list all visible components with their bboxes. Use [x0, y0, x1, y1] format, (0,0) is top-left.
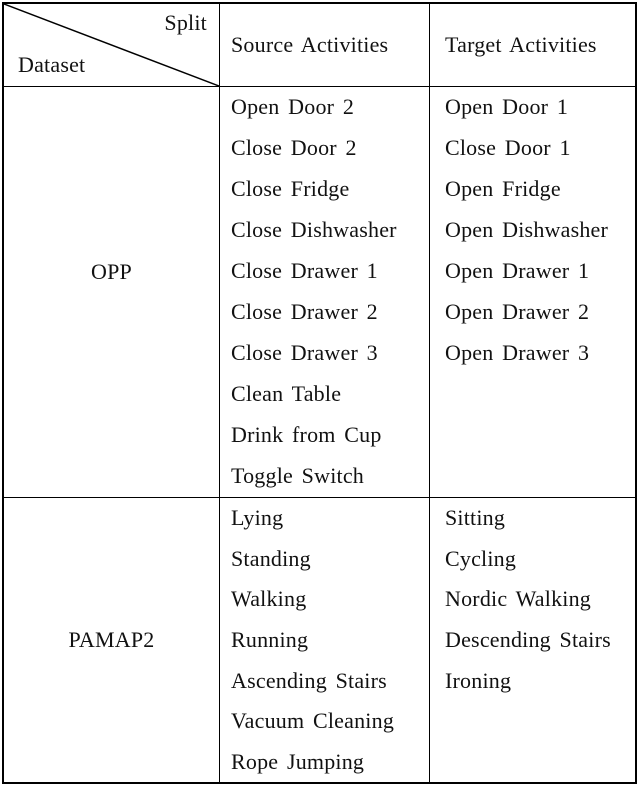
header-row [4, 4, 635, 87]
activity-item: Open Fridge [445, 176, 561, 202]
activity-item: Drink from Cup [231, 421, 382, 447]
column-header-target-activities [429, 4, 635, 86]
activities-split-table [2, 2, 637, 784]
dataset-label-opp: OPP [91, 258, 132, 284]
activity-item: Nordic Walking [445, 586, 591, 612]
activity-item: Close Drawer 2 [231, 299, 378, 325]
activity-item: Close Dishwasher [231, 217, 397, 243]
activity-item: Standing [231, 545, 311, 571]
activity-item: Descending Stairs [445, 626, 611, 652]
target-header-label: Target Activities [445, 32, 597, 57]
activity-item: Walking [231, 586, 307, 612]
activity-item: Sitting [445, 505, 506, 531]
activity-item: Ascending Stairs [231, 667, 387, 693]
activity-item: Rope Jumping [231, 748, 365, 774]
pamap2-target-activities-list [429, 498, 635, 782]
dataset-cell-opp [4, 87, 219, 497]
source-header-label: Source Activities [231, 32, 389, 57]
corner-label-split: Split [164, 10, 207, 35]
dataset-row-pamap2 [4, 498, 635, 782]
activity-item: Clean Table [231, 381, 342, 407]
corner-label-dataset: Dataset [18, 52, 86, 77]
activity-item: Close Drawer 3 [231, 340, 378, 366]
activity-item: Close Door 1 [445, 135, 571, 161]
activity-item: Open Drawer 1 [445, 258, 590, 284]
activity-item: Close Drawer 1 [231, 258, 378, 284]
activity-item: Open Door 2 [231, 94, 355, 120]
opp-target-activities-list [429, 87, 635, 497]
activity-item: Open Drawer 3 [445, 340, 590, 366]
activity-item: Open Drawer 2 [445, 299, 590, 325]
activity-item: Open Dishwasher [445, 217, 609, 243]
activity-item: Cycling [445, 545, 517, 571]
activity-item: Toggle Switch [231, 462, 364, 488]
opp-source-activities-list [219, 87, 429, 497]
pamap2-source-activities-list [219, 498, 429, 782]
activity-item: Close Fridge [231, 176, 350, 202]
dataset-label-pamap2: PAMAP2 [68, 627, 155, 652]
activity-item: Running [231, 626, 309, 652]
activity-item: Open Door 1 [445, 94, 569, 120]
dataset-cell-pamap2 [4, 498, 219, 782]
activity-item: Lying [231, 505, 284, 531]
dataset-row-opp [4, 87, 635, 498]
corner-cell [4, 4, 219, 86]
activity-item: Vacuum Cleaning [231, 708, 395, 734]
column-header-source-activities [219, 4, 429, 86]
activity-item: Close Door 2 [231, 135, 357, 161]
activity-item: Ironing [445, 667, 512, 693]
